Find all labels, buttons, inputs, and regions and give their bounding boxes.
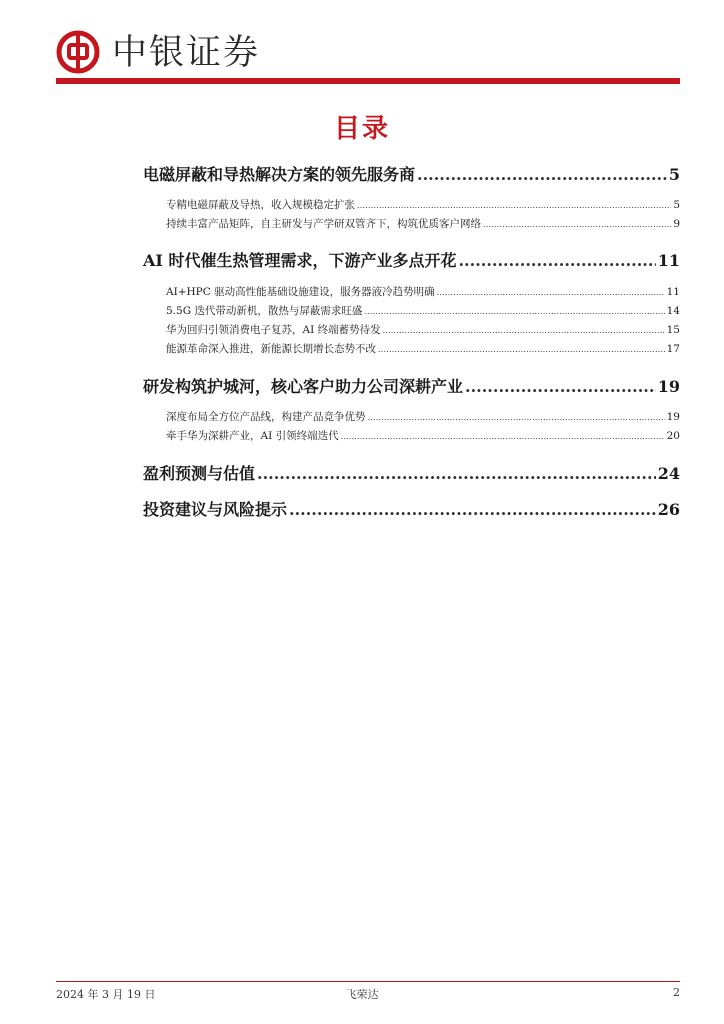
toc-entry-page: 11 — [657, 251, 680, 270]
footer-company: 飞荣达 — [345, 988, 379, 1001]
footer-page-number: 2 — [673, 986, 680, 999]
toc-entry-title: 投资建议与风险提示 — [143, 500, 288, 519]
toc-leader-dots — [437, 288, 665, 297]
toc-entry-page: 20 — [666, 430, 680, 442]
toc-leader-dots — [465, 377, 656, 396]
toc-entry-page: 11 — [666, 286, 680, 298]
toc-leader-dots — [364, 307, 664, 316]
toc-entry-page: 24 — [657, 464, 680, 483]
toc-entry-title: 能源革命深入推进，新能源长期增长态势不改 — [166, 343, 376, 355]
toc-entry-title: 电磁屏蔽和导热解决方案的领先服务商 — [143, 165, 416, 184]
toc-entry[interactable] — [143, 497, 680, 520]
toc-entry[interactable] — [166, 322, 680, 337]
toc-leader-dots — [483, 220, 671, 229]
footer-divider — [56, 981, 680, 982]
toc-entry-title: 华为回归引领消费电子复苏，AI 终端蓄势待发 — [166, 324, 381, 336]
toc-entry-title: 牵手华为深耕产业，AI 引领终端迭代 — [166, 430, 339, 442]
toc-entry-page: 26 — [657, 500, 680, 519]
toc-leader-dots — [257, 464, 656, 483]
toc-entry-title: 研发构筑护城河，核心客户助力公司深耕产业 — [143, 377, 464, 396]
toc-leader-dots — [458, 251, 655, 270]
toc-leader-dots — [383, 326, 665, 335]
toc-entry[interactable] — [166, 409, 680, 424]
toc-title: 目录 — [333, 114, 390, 144]
toc-entry[interactable] — [143, 248, 680, 271]
toc-entry-page: 17 — [666, 343, 680, 355]
toc-entry-page: 5 — [673, 199, 680, 211]
toc-entry-page: 9 — [673, 218, 680, 230]
toc-entry[interactable] — [166, 197, 680, 212]
brand-name: 中银证券 — [112, 33, 261, 73]
toc-leader-dots — [378, 345, 665, 354]
toc-leader-dots — [341, 432, 665, 441]
bank-of-china-logo-icon — [56, 30, 100, 74]
toc-entry-title: 持续丰富产品矩阵，自主研发与产学研双管齐下，构筑优质客户网络 — [166, 218, 481, 230]
footer-date: 2024 年 3 月 19 日 — [56, 988, 156, 1001]
toc-entry-title: 深度布局全方位产品线，构建产品竞争优势 — [166, 411, 366, 423]
toc-entry-title: 盈利预测与估值 — [143, 464, 256, 483]
toc-entry-page: 15 — [666, 324, 680, 336]
toc-entry-page: 14 — [666, 305, 680, 317]
toc-leader-dots — [417, 165, 667, 184]
toc-entry-title: AI+HPC 驱动高性能基础设施建设，服务器液冷趋势明确 — [166, 286, 435, 298]
toc-entry[interactable] — [143, 461, 680, 484]
toc-entry-title: AI 时代催生热管理需求，下游产业多点开花 — [143, 251, 457, 270]
toc-entry-title: 专精电磁屏蔽及导热，收入规模稳定扩张 — [166, 199, 355, 211]
toc-entry[interactable] — [166, 303, 680, 318]
toc-entry[interactable] — [166, 428, 680, 443]
toc-entry[interactable] — [143, 162, 680, 185]
toc-entry[interactable] — [166, 341, 680, 356]
toc-entry-page: 19 — [666, 411, 680, 423]
header-divider — [56, 78, 680, 84]
toc-entry[interactable] — [166, 284, 680, 299]
toc-entry-page: 5 — [668, 165, 680, 184]
toc-leader-dots — [289, 500, 656, 519]
toc-entry[interactable] — [166, 216, 680, 231]
toc-entry-page: 19 — [657, 377, 680, 396]
toc-leader-dots — [357, 201, 671, 210]
toc-entry-title: 5.5G 迭代带动新机，散热与屏蔽需求旺盛 — [166, 305, 363, 317]
toc-entry[interactable] — [143, 374, 680, 397]
toc-leader-dots — [368, 413, 665, 422]
